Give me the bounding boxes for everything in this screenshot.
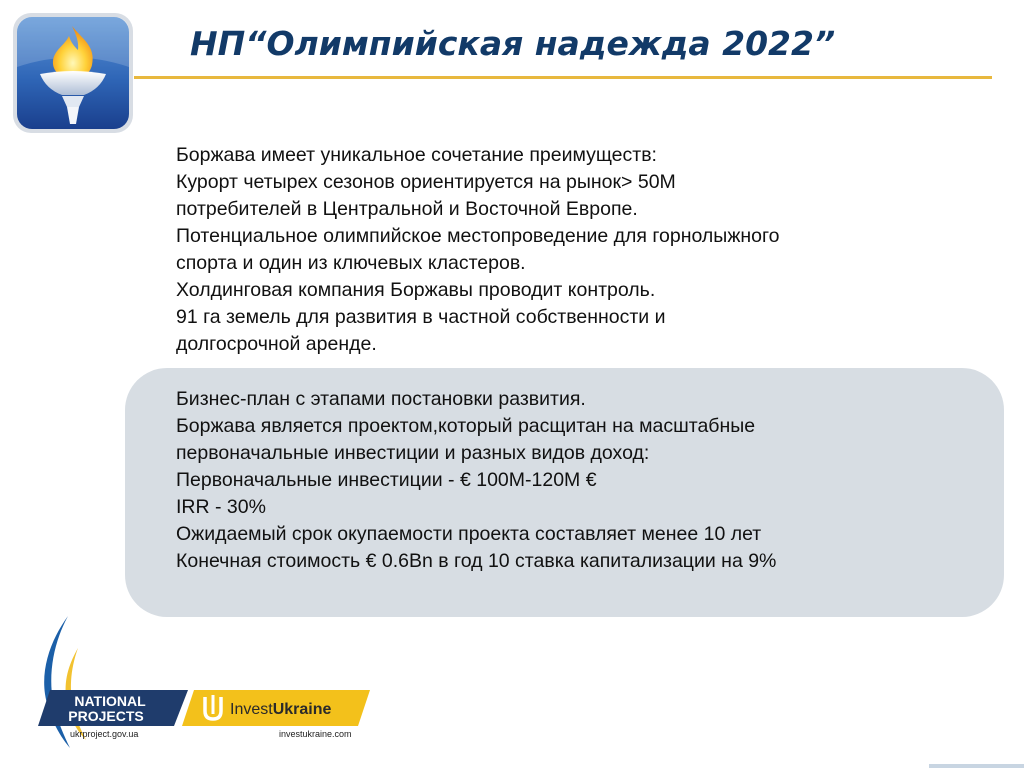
corner-decoration (929, 764, 1024, 768)
national-logo-line-1: NATIONAL (74, 693, 146, 709)
advantages-text (176, 142, 936, 358)
text-line: 91 га земель для развития в частной собственности и (176, 306, 666, 328)
text-line: Курорт четырех сезонов ориентируется на рынок> 50М (176, 171, 676, 193)
text-line: потребителей в Центральной и Восточной Европе. (176, 198, 638, 220)
footer-logos (0, 610, 400, 768)
text-line: Холдинговая компания Боржавы проводит контроль. (176, 279, 656, 301)
text-line: Боржава имеет уникальное сочетание преимуществ: (176, 144, 657, 166)
text-line: Боржава является проектом,который расщитан на масштабные (176, 415, 756, 437)
svg-text:InvestUkraine (230, 701, 331, 718)
text-line: Первоначальные инвестиции - € 100М-120М € (176, 469, 597, 491)
business-plan-text (176, 386, 936, 575)
text-line: IRR - 30% (176, 496, 266, 518)
invest-ukraine-logo (182, 690, 370, 739)
national-logo-line-2: PROJECTS (68, 708, 144, 724)
national-projects-logo (38, 616, 188, 748)
title-divider (134, 76, 992, 79)
text-line: Конечная стоимость € 0.6Bn в год 10 ставка капитализации на 9% (176, 550, 777, 572)
text-line: Бизнес-план с этапами постановки развития. (176, 388, 586, 410)
text-line: Потенциальное олимпийское местопроведение для горнолыжного (176, 225, 780, 247)
text-line: долгосрочной аренде. (176, 333, 377, 355)
text-line: первоначальные инвестиции и разных видов доход: (176, 442, 650, 464)
invest-logo-suffix: Ukraine (272, 701, 332, 718)
text-line: Ожидаемый срок окупаемости проекта составляет менее 10 лет (176, 523, 762, 545)
slide-title: НП“Олимпийская надежда 2022” (190, 24, 836, 63)
invest-logo-prefix: Invest (230, 701, 273, 718)
text-line: спорта и один из ключевых кластеров. (176, 252, 526, 274)
olympic-torch-icon (12, 12, 134, 134)
invest-logo-url: investukraine.com (279, 729, 352, 739)
national-logo-url: ukrproject.gov.ua (70, 729, 139, 739)
